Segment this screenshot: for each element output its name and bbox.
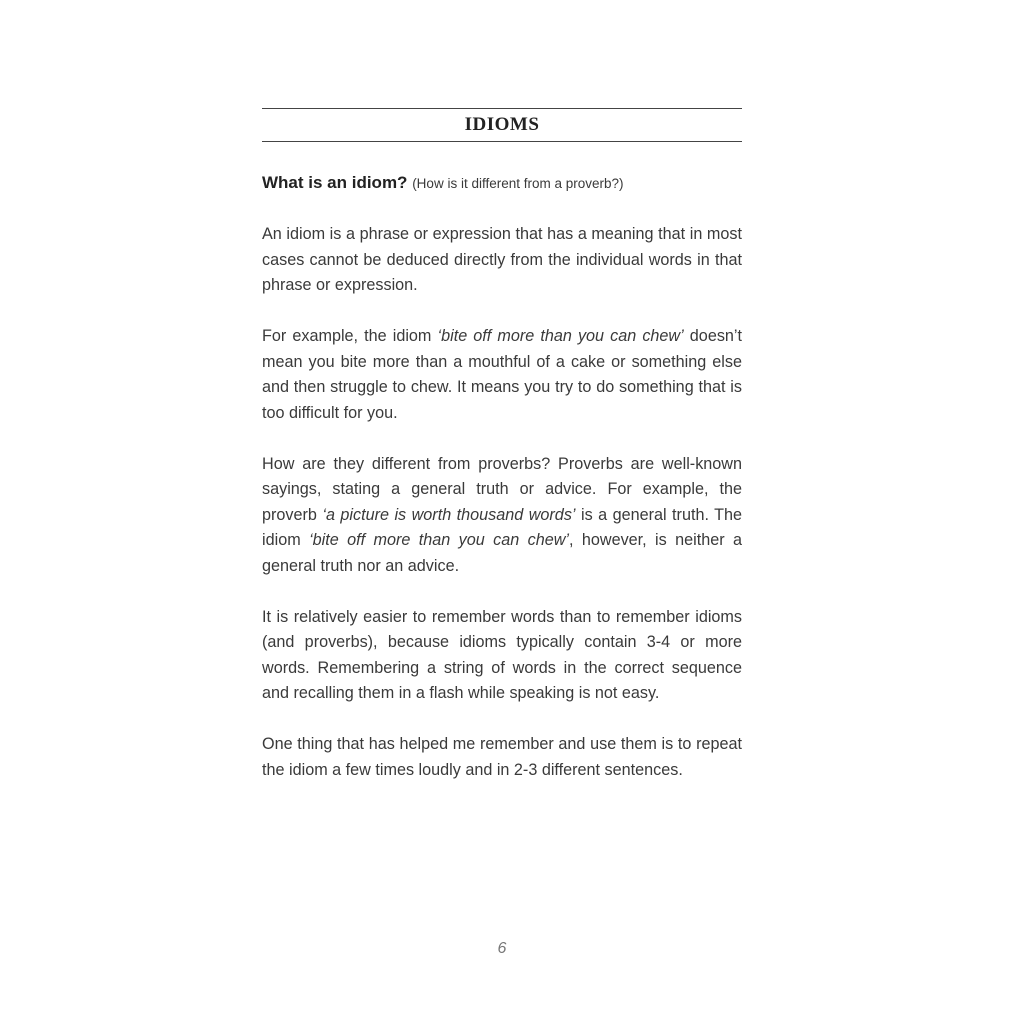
idiom-quote: ‘bite off more than you can chew’: [309, 531, 569, 549]
proverb-quote: ‘a picture is worth thousand words’: [322, 505, 576, 524]
paragraph-proverbs: [262, 452, 742, 580]
paragraph-tip: One thing that has helped me remember and use them is to repeat the idiom a few times loudly and in 2-3 different sentences.: [262, 735, 742, 779]
text-span: is a general truth. The idiom: [262, 505, 743, 549]
question-heading: [262, 171, 742, 196]
paragraph-remembering: It is relatively easier to remember words than to remember idioms (and proverbs), because idioms typically contain 3-4 or more words. Remembering a string of words in the correct sequence and recalling them in a flash while speaking is not easy.: [262, 607, 742, 702]
question-sub: (How is it different from a proverb?): [412, 176, 624, 191]
text-span: doesn’t mean you bite more than a mouthful of a cake or something else and then struggle to chew. It means you try to do something that is too difficult for you.: [262, 327, 743, 422]
page-number: 6: [497, 940, 507, 957]
text-span: , however, is neither a general truth nor an advice.: [262, 531, 742, 575]
text-span: For example, the idiom: [262, 327, 438, 345]
idiom-quote: ‘bite off more than you can chew’: [437, 327, 684, 345]
title-rule-box: [262, 108, 742, 142]
page-content: [262, 108, 742, 783]
text-span: How are they different from proverbs? Proverbs are well-known sayings, stating a general truth or advice. For example, the proverb: [262, 454, 742, 524]
paragraph-example: [262, 324, 742, 426]
paragraph-definition: An idiom is a phrase or expression that has a meaning that in most cases cannot be deduced directly from the individual words in that phrase or expression.: [262, 225, 742, 294]
question-main: What is an idiom?: [262, 173, 408, 192]
page-title: IDIOMS: [464, 114, 540, 135]
